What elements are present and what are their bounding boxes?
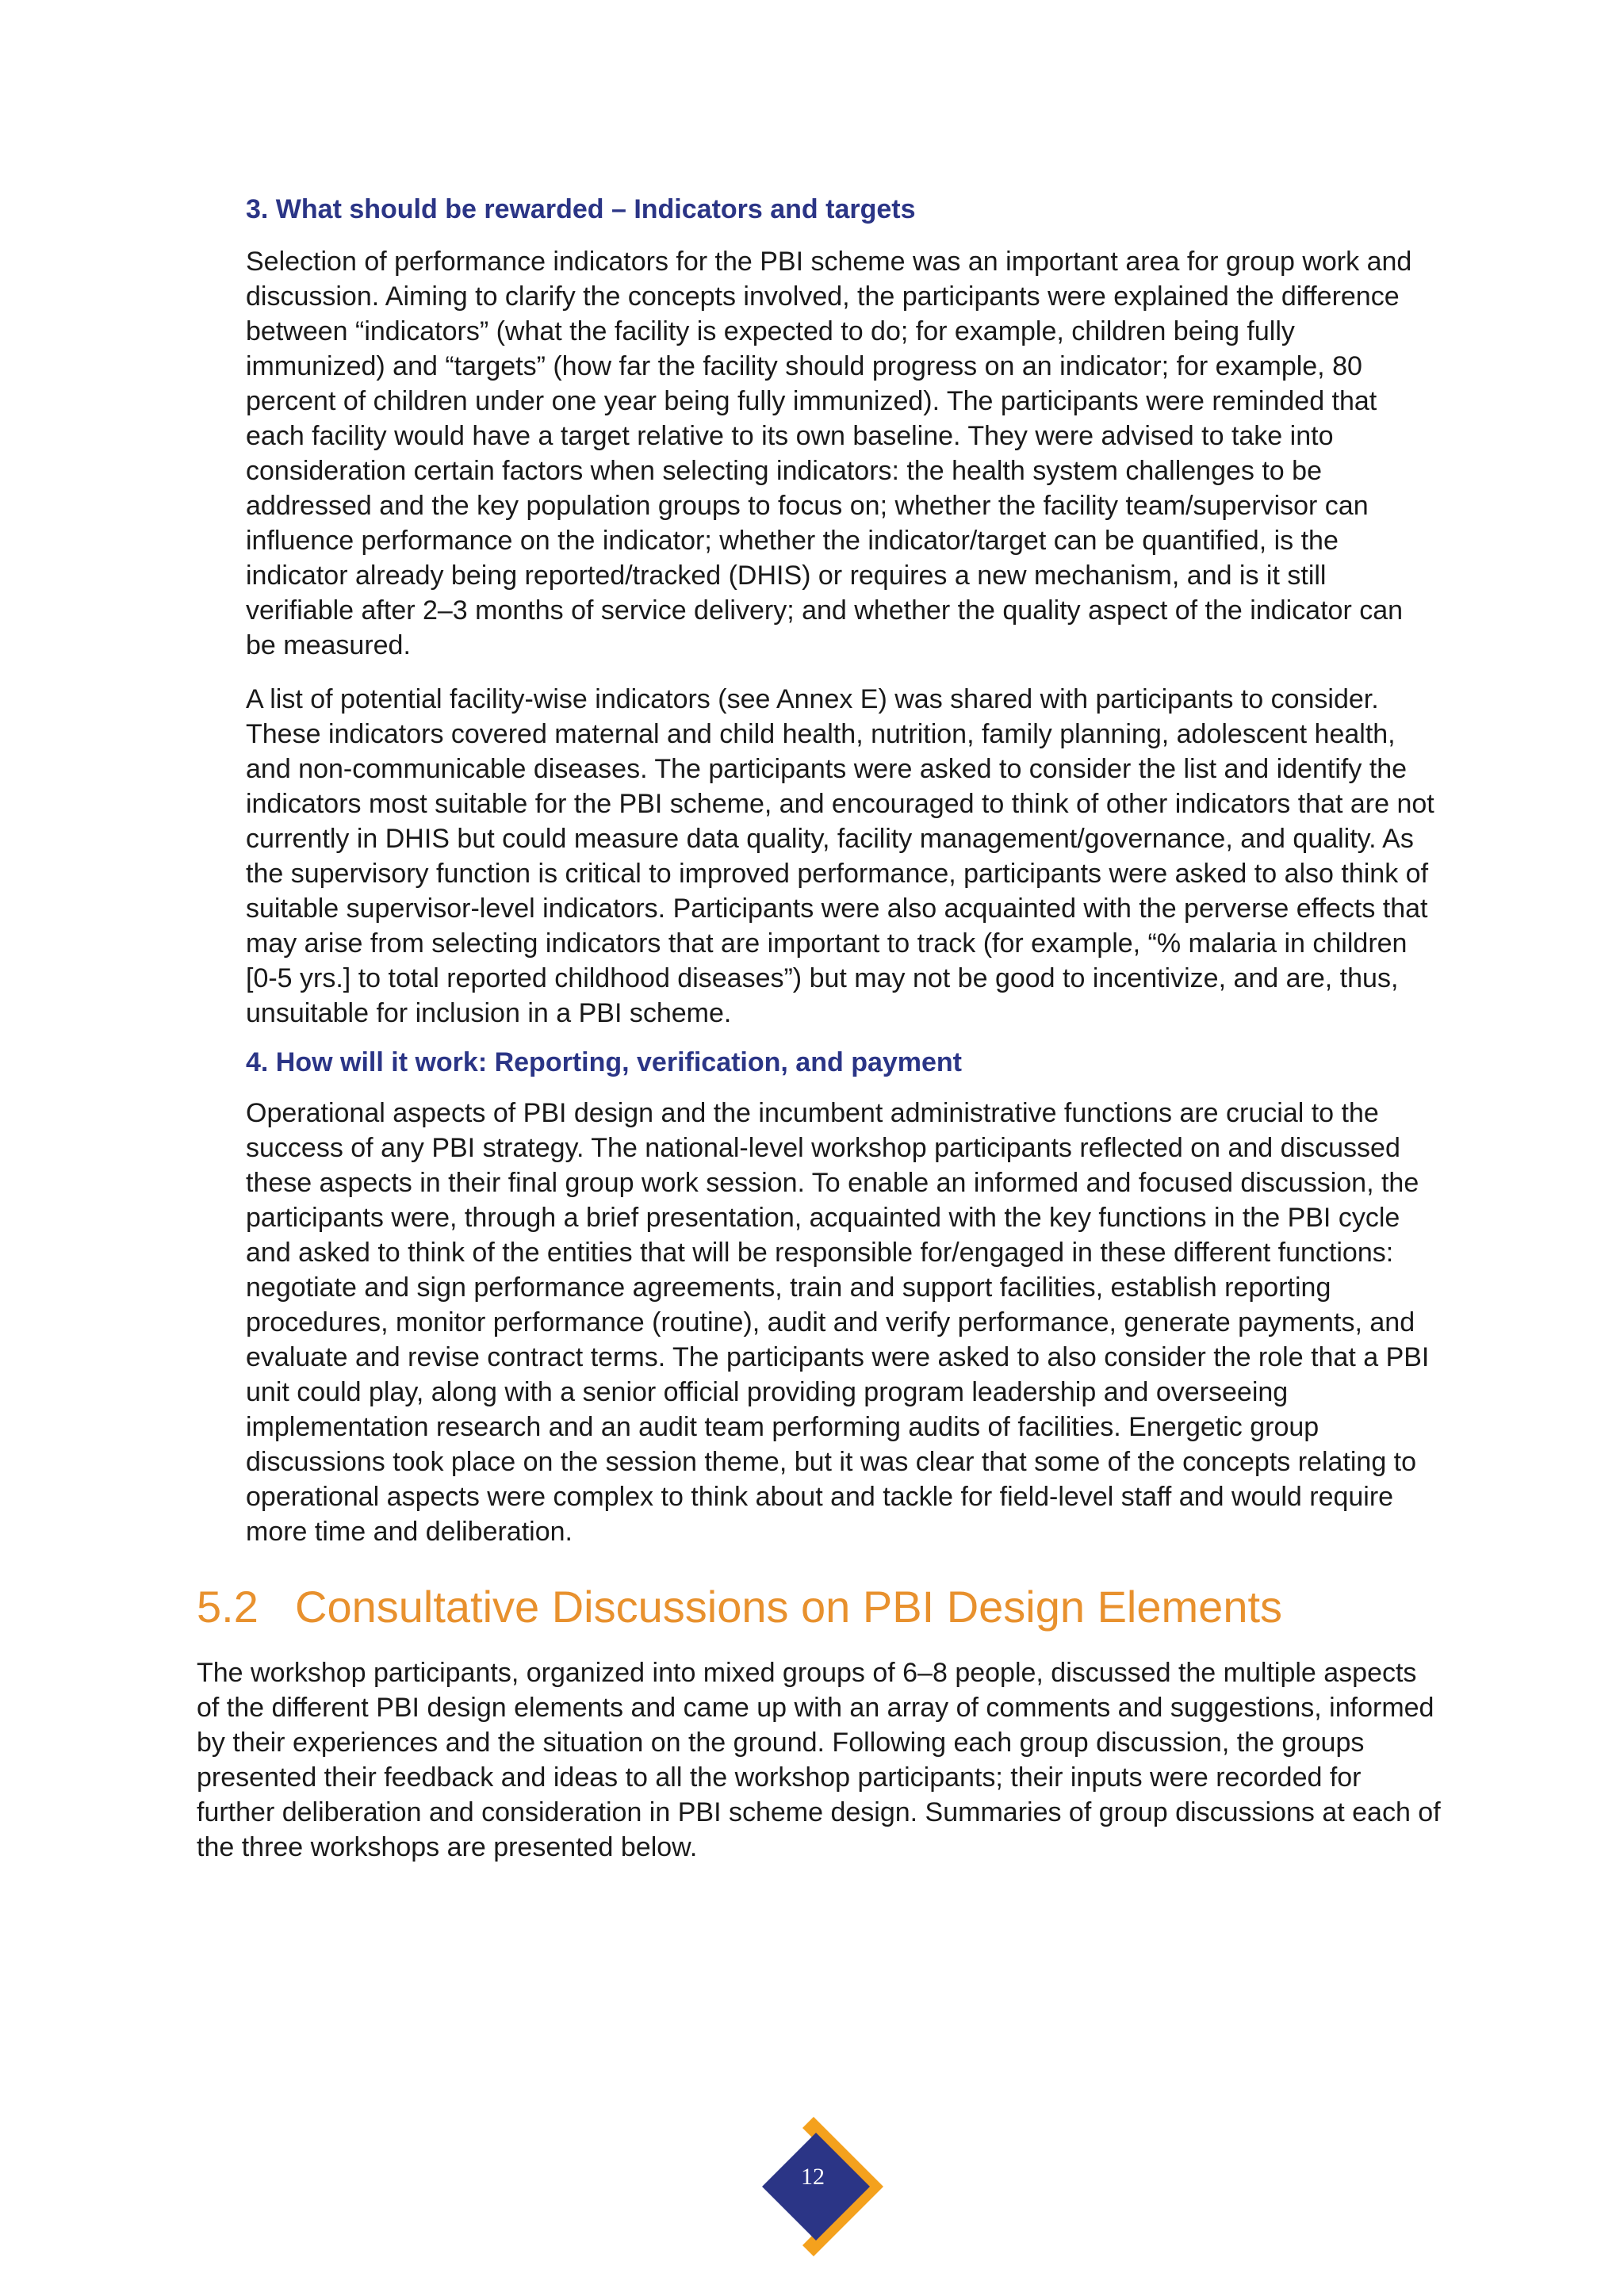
section-heading [197,1579,1443,1635]
subsection-3-heading: 3. What should be rewarded – Indicators and targets [246,194,916,224]
subsection-3-paragraph-1: Selection of performance indicators for the PBI scheme was an important area for group work and discussion. Aiming to clarify the concepts involved, the participants were explained the difference between “indicators” (what the facility is expected to do; for example, children being fully immunized) and “targets” (how far the facility should progress on an indicator; for example, 80 percent of children under one year being fully immunized). The participants were reminded that each facility would have a target relative to its own baseline. They were advised to take into consideration certain factors when selecting indicators: the health system challenges to be addressed and the key population groups to focus on; whether the facility team/supervisor can influence performance on the indicator; whether the indicator/target can be quantified, is the indicator already being reported/tracked (DHIS) or requires a new mechanism, and is it still verifiable after 2–3 months of service delivery; and whether the quality aspect of the indicator can be measured. [246,247,1412,660]
page-number: 12 [801,2164,825,2190]
subsection-4 [246,1045,1435,1080]
subsection-4-heading: 4. How will it work: Reporting, verification, and payment [246,1047,963,1077]
section-5-2-heading-block [197,1579,1443,1635]
subsection-3-paragraph-2: A list of potential facility-wise indicators (see Annex E) was shared with participants to consider. These indicators covered maternal and child health, nutrition, family planning, adolescent health, and non-communicable diseases. The participants were asked to consider the list and identify the indicators most suitable for the PBI scheme, and encouraged to think of other indicators that are not currently in DHIS but could measure data quality, facility management/governance, and quality. As the supervisory function is critical to improved performance, participants were asked to also think of suitable supervisor-level indicators. Participants were also acquainted with the perverse effects that may arise from selecting indicators that are important to track (for example, “% malaria in children [0-5 yrs.] to total reported childhood diseases”) but may not be good to incentivize, and are, thus, unsuitable for inclusion in a PBI scheme. [246,684,1434,1028]
subsection-3 [246,192,1435,227]
section-5-2-paragraph: The workshop participants, organized into mixed groups of 6–8 people, discussed the multiple aspects of the different PBI design elements and came up with an array of comments and suggestions, informed by their experiences and the situation on the ground. Following each group discussion, the groups presented their feedback and ideas to all the workshop participants; their inputs were recorded for further deliberation and consideration in PBI scheme design. Summaries of group discussions at each of the three workshops are presented below. [197,1658,1441,1862]
subsection-3-paragraph-2-block [246,682,1435,1031]
section-number: 5.2 [197,1582,259,1632]
section-5-2-paragraph-block [197,1655,1443,1865]
subsection-3-paragraph-1-block [246,244,1435,663]
subsection-4-paragraph-1: Operational aspects of PBI design and the incumbent administrative functions are crucial to the success of any PBI strategy. The national-level workshop participants reflected on and discussed these aspects in their final group work session. To enable an informed and focused discussion, the participants were, through a brief presentation, acquainted with the key functions in the PBI cycle and asked to think of the entities that will be responsible for/engaged in these different functions: negotiate and sign performance agreements, train and support facilities, establish reporting procedures, monitor performance (routine), audit and verify performance, generate payments, and evaluate and revise contract terms. The participants were asked to also consider the role that a PBI unit could play, along with a senior official providing program leadership and overseeing implementation research and an audit team performing audits of facilities. Energetic group discussions took place on the session theme, but it was clear that some of the concepts relating to operational aspects were complex to think about and tackle for field-level staff and would require more time and deliberation. [246,1098,1430,1547]
subsection-4-paragraph-block [246,1096,1435,1549]
section-title: Consultative Discussions on PBI Design Elements [295,1582,1283,1632]
